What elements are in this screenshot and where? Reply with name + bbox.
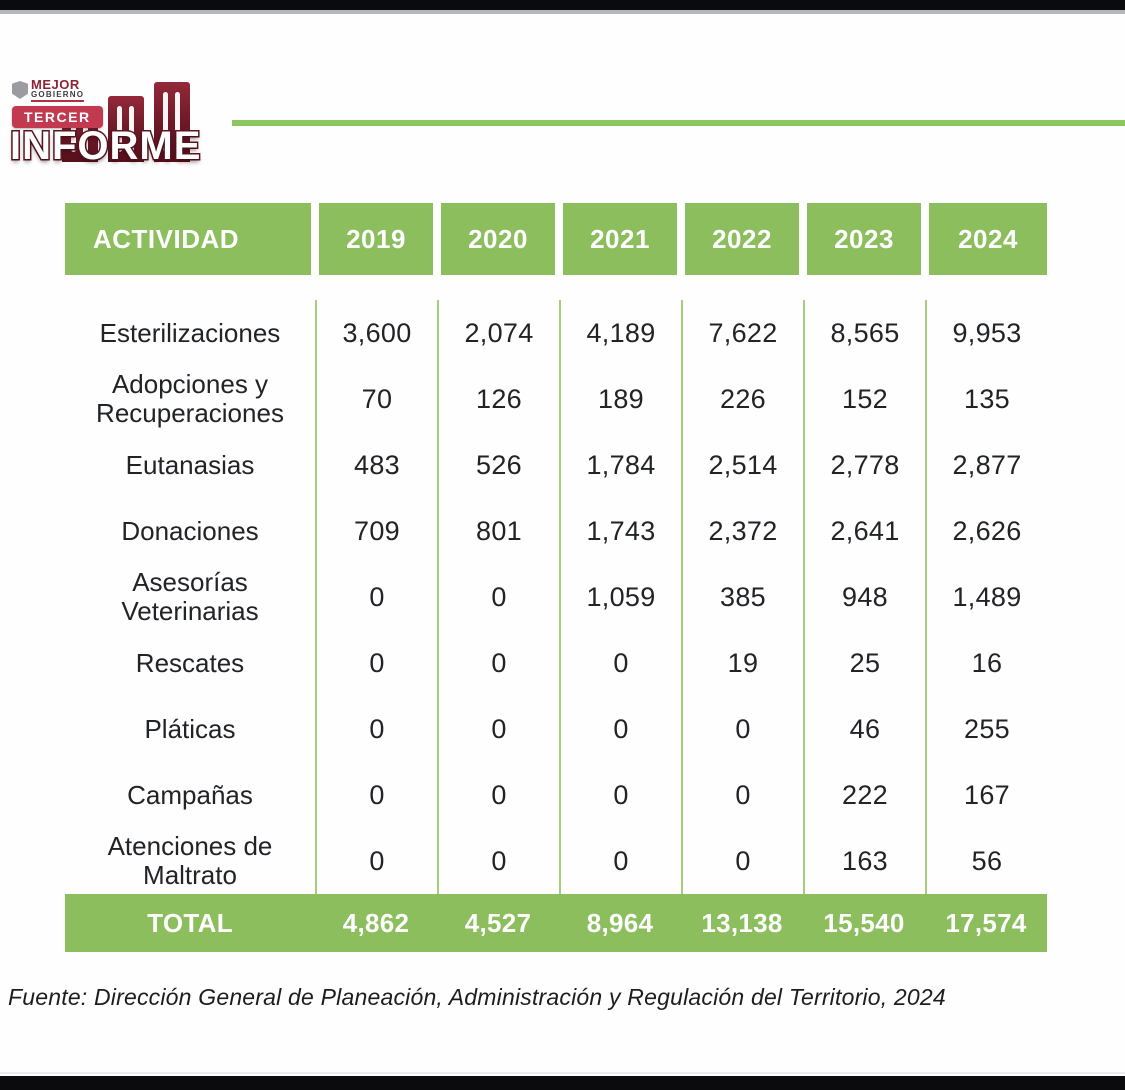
gobierno-emblem-icon <box>12 81 28 99</box>
row-label: Atenciones de Maltrato <box>107 831 273 890</box>
row-value: 0 <box>315 762 437 828</box>
row-value: 2,778 <box>803 432 925 498</box>
row-label: Esterilizaciones <box>99 317 281 348</box>
table-row <box>65 300 1047 366</box>
row-value: 0 <box>437 696 559 762</box>
top-letterbox-bar <box>0 0 1125 10</box>
row-value: 70 <box>315 366 437 432</box>
total-value: 17,574 <box>945 907 1027 938</box>
table-row <box>65 432 1047 498</box>
tercer-label: TERCER <box>12 106 103 128</box>
row-value: 2,877 <box>925 432 1047 498</box>
row-value: 1,489 <box>925 564 1047 630</box>
row-value: 226 <box>681 366 803 432</box>
row-value: 126 <box>437 366 559 432</box>
total-value: 4,862 <box>342 907 410 938</box>
row-value: 16 <box>925 630 1047 696</box>
row-value: 0 <box>437 762 559 828</box>
bottom-gray-strip <box>0 1072 1125 1074</box>
row-value: 152 <box>803 366 925 432</box>
row-value: 0 <box>681 696 803 762</box>
row-value: 9,953 <box>925 300 1047 366</box>
tercer-informe-logo <box>10 72 210 168</box>
row-value: 0 <box>559 696 681 762</box>
row-value: 0 <box>681 762 803 828</box>
table-row <box>65 564 1047 630</box>
source-citation: Fuente: Dirección General de Planeación, Administración y Regulación del Territorio, 2024 <box>8 984 946 1010</box>
row-value: 0 <box>437 564 559 630</box>
row-value: 46 <box>803 696 925 762</box>
header-2022: 2022 <box>685 203 799 275</box>
table-row <box>65 696 1047 762</box>
row-value: 222 <box>803 762 925 828</box>
row-value: 189 <box>559 366 681 432</box>
row-value: 7,622 <box>681 300 803 366</box>
header-2021: 2021 <box>563 203 677 275</box>
row-value: 2,641 <box>803 498 925 564</box>
badge-mejor-label: MEJOR <box>31 77 80 92</box>
table-header-row <box>65 203 1047 275</box>
row-value: 0 <box>315 696 437 762</box>
row-value: 1,059 <box>559 564 681 630</box>
row-value: 1,784 <box>559 432 681 498</box>
row-value: 526 <box>437 432 559 498</box>
row-label: Adopciones y Recuperaciones <box>96 369 284 428</box>
header-2019: 2019 <box>319 203 433 275</box>
row-value: 0 <box>559 630 681 696</box>
top-gray-strip <box>0 10 1125 14</box>
mejor-gobierno-badge <box>12 78 84 102</box>
header-2024: 2024 <box>929 203 1047 275</box>
row-value: 0 <box>559 762 681 828</box>
row-value: 2,626 <box>925 498 1047 564</box>
table-row <box>65 366 1047 432</box>
row-value: 0 <box>559 828 681 894</box>
table-body <box>65 300 1047 894</box>
informe-label: INFORME <box>10 124 202 168</box>
table-row <box>65 828 1047 894</box>
row-value: 255 <box>925 696 1047 762</box>
row-value: 8,565 <box>803 300 925 366</box>
row-value: 25 <box>803 630 925 696</box>
row-value: 0 <box>315 630 437 696</box>
row-label: Rescates <box>135 647 245 678</box>
row-value: 19 <box>681 630 803 696</box>
row-label: Asesorías Veterinarias <box>121 567 259 626</box>
activities-table <box>65 203 1047 952</box>
row-value: 1,743 <box>559 498 681 564</box>
header-2023: 2023 <box>807 203 921 275</box>
total-value: 13,138 <box>701 907 783 938</box>
row-value: 0 <box>437 630 559 696</box>
row-value: 167 <box>925 762 1047 828</box>
table-row <box>65 498 1047 564</box>
total-value: 15,540 <box>823 907 905 938</box>
row-value: 2,514 <box>681 432 803 498</box>
total-value: 4,527 <box>464 907 532 938</box>
row-value: 2,074 <box>437 300 559 366</box>
row-value: 0 <box>437 828 559 894</box>
row-label: Eutanasias <box>125 449 255 480</box>
table-row <box>65 762 1047 828</box>
badge-gobierno-label: GOBIERNO <box>31 91 84 102</box>
row-value: 135 <box>925 366 1047 432</box>
table-row <box>65 630 1047 696</box>
row-label: Campañas <box>127 779 253 810</box>
row-value: 0 <box>681 828 803 894</box>
row-label: Pláticas <box>144 713 236 744</box>
row-value: 483 <box>315 432 437 498</box>
row-value: 385 <box>681 564 803 630</box>
header-2020: 2020 <box>441 203 555 275</box>
total-value: 8,964 <box>586 907 654 938</box>
row-value: 0 <box>315 564 437 630</box>
header-actividad: ACTIVIDAD <box>65 203 311 275</box>
row-value: 3,600 <box>315 300 437 366</box>
row-value: 2,372 <box>681 498 803 564</box>
row-value: 56 <box>925 828 1047 894</box>
row-value: 801 <box>437 498 559 564</box>
total-label: TOTAL <box>147 907 233 938</box>
bottom-letterbox-bar <box>0 1076 1125 1090</box>
row-value: 4,189 <box>559 300 681 366</box>
row-value: 948 <box>803 564 925 630</box>
row-value: 0 <box>315 828 437 894</box>
row-label: Donaciones <box>121 515 259 546</box>
row-value: 709 <box>315 498 437 564</box>
table-total-row <box>65 894 1047 952</box>
green-divider-line <box>232 120 1125 126</box>
row-value: 163 <box>803 828 925 894</box>
